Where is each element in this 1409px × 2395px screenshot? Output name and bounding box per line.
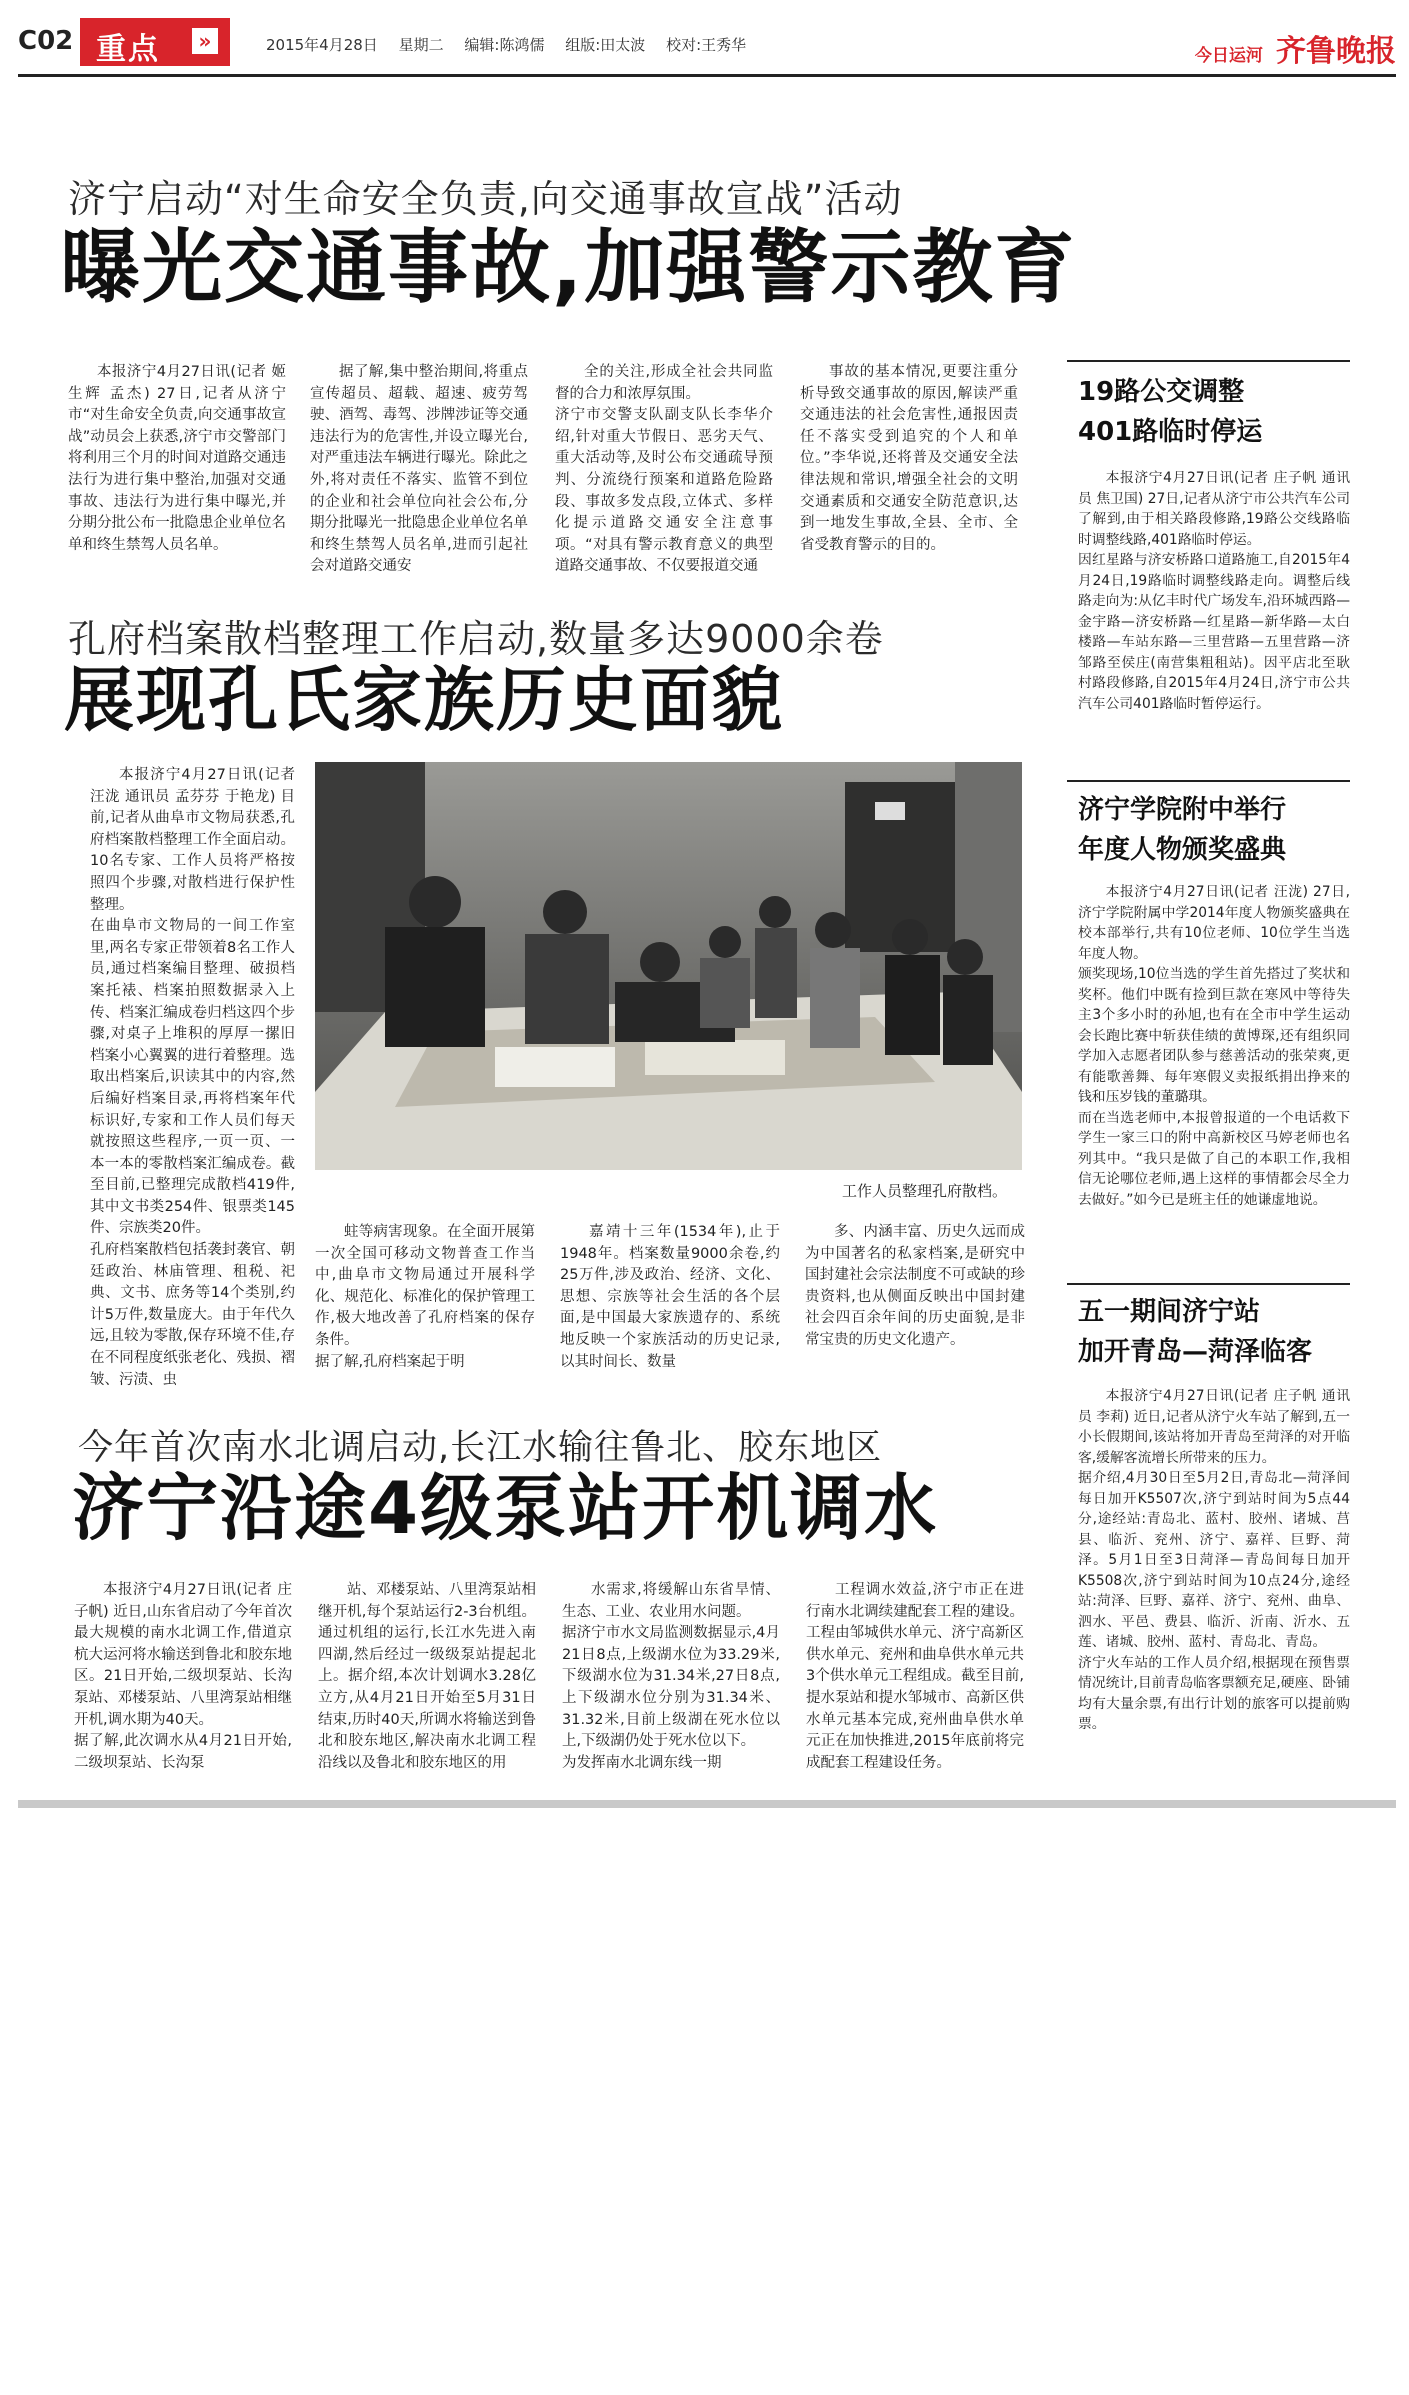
story1-col3-text: 全的关注,形成全社会共同监督的合力和浓厚氛围。 济宁市交警支队副支队长李华介绍,针对重大节假日、恶劣天气、重大活动等,及时公布交通疏导预判、分流绕行预案和道路危险路段、事故多发点段,立体式、多样化提示道路交通安全注意事项。“对具有警示教育意义的典型道路交通事故、不仅要报道交通 xyxy=(555,364,773,575)
story1-col2-text: 据了解,集中整治期间,将重点宣传超员、超载、超速、疲劳驾驶、酒驾、毒驾、涉牌涉证等交通违法行为的危害性,并设立曝光台,对严重违法车辆进行曝光。除此之外,将对责任不落实、监管不到位的企业和社会单位向社会公布,分期分批曝光一批隐患企业单位名单和终生禁驾人员名单,进而引起社会对道路交通安 xyxy=(310,364,528,575)
archive-workroom-image xyxy=(315,762,1022,1170)
story2-col3-text: 嘉靖十三年(1534年),止于1948年。档案数量9000余卷,约25万件,涉及政治、经济、文化、思想、宗族等社会生活的各个层面,是中国最大家族遗存的、系统地反映一个家族活动的历史记录,以其时间长、数量 xyxy=(560,1224,780,1370)
story3-col2-text: 站、邓楼泵站、八里湾泵站相继开机,每个泵站运行2-3台机组。通过机组的运行,长江水先进入南四湖,然后经过一级级泵站提起北上。据介绍,本次计划调水3.28亿立方,从4月21日开始至5月31日结束,历时40天,所调水将输送到鲁北和胶东地区,解决南水北调工程沿线以及鲁北和胶东地区的用 xyxy=(318,1582,536,1771)
story2-column-3 xyxy=(560,1222,780,1394)
brand-subtitle: 今日运河 xyxy=(1194,46,1263,66)
sidebar3-body-text: 本报济宁4月27日讯(记者 庄子帆 通讯员 李莉) 近日,记者从济宁火车站了解到,五一小长假期间,该站将加开青岛至菏泽的对开临客,缓解客流增长所带来的压力。 据介绍,4月30日至5月2日,青岛北—菏泽间每日加开K5507次,济宁到站时间为5点44分,途经站:青岛北、蓝村、胶州、诸城、莒县、临沂、兖州、济宁、嘉祥、巨野、菏泽。5月1日至3日菏泽—青岛间每日加开K5508次,济宁到站时间为10点24分,途经站:菏泽、巨野、嘉祥、济宁、兖州、曲阜、泗水、平邑、费县、临沂、沂南、沂水、五莲、诸城、胶州、蓝村、青岛北、青岛。 济宁火车站的工作人员介绍,根据现在预售票情况统计,目前青岛临客票额充足,硬座、卧铺均有大量余票,有出行计划的旅客可以提前购票。 xyxy=(1078,1388,1350,1732)
page-number: C02 xyxy=(18,26,74,56)
sidebar1-rule xyxy=(1067,360,1350,362)
story3-col4-text: 工程调水效益,济宁市正在进行南水北调续建配套工程的建设。工程由邹城供水单元、济宁高新区供水单元、兖州和曲阜供水单元共3个供水单元工程组成。截至目前,提水泵站和提水邹城市、高新区供水单元基本完成,兖州曲阜供水单元正在加快推进,2015年底前将完成配套工程建设任务。 xyxy=(806,1582,1024,1771)
section-name: 重点 xyxy=(96,32,160,67)
newspaper-logo: 齐鲁晚报 xyxy=(1276,34,1396,69)
story3-column-2 xyxy=(318,1580,536,1785)
issue-weekday: 星期二 xyxy=(398,36,444,54)
issue-editor: 编辑:陈鸿儒 xyxy=(464,36,545,54)
story3-kicker: 今年首次南水北调启动,长江水输往鲁北、胶东地区 xyxy=(78,1428,883,1468)
sidebar1-headline-line2: 401路临时停运 xyxy=(1078,417,1263,447)
story2-col4-text: 多、内涵丰富、历史久远而成为中国著名的私家档案,是研究中国封建社会宗法制度不可或缺的珍贵资料,也从侧面反映出中国封建社会四百余年间的历史面貌,是非常宝贵的历史文化遗产。 xyxy=(805,1224,1025,1348)
masthead-rule xyxy=(18,74,1396,77)
section-label xyxy=(80,18,230,66)
story2-column-2 xyxy=(315,1222,535,1394)
story2-headline: 展现孔氏家族历史面貌 xyxy=(64,659,784,741)
issue-proof: 校对:王秀华 xyxy=(666,36,747,54)
story1-col1-text: 本报济宁4月27日讯(记者 姬生辉 孟杰) 27日,记者从济宁市“对生命安全负责,向交通事故宣战”动员会上获悉,济宁市交警部门将利用三个月的时间对道路交通违法行为进行集中整治,加强对交通事故、违法行为进行集中曝光,并分期分批公布一批隐患企业单位名单和终生禁驾人员名单。 xyxy=(68,364,286,553)
story3-col3-text: 水需求,将缓解山东省旱情、生态、工业、农业用水问题。 据济宁市水文局监测数据显示,4月21日8点,上级湖水位为33.29米,下级湖水位为31.34米,27日8点,上下级湖水位分别为31.34米、31.32米,目前上级湖在死水位以上,下级湖仍处于死水位以下。 为发挥南水北调东线一期 xyxy=(562,1582,780,1771)
sidebar3-headline-line2: 加开青岛—菏泽临客 xyxy=(1078,1337,1313,1367)
story3-column-4 xyxy=(806,1580,1024,1785)
sidebar2-headline xyxy=(1078,790,1348,870)
story2-kicker: 孔府档案散档整理工作启动,数量多达9000余卷 xyxy=(68,617,884,661)
sidebar2-body xyxy=(1078,882,1350,1302)
story3-column-1 xyxy=(74,1580,292,1785)
photo-caption: 工作人员整理孔府散档。 xyxy=(842,1182,1008,1200)
story1-column-3 xyxy=(555,362,773,594)
issue-layout: 组版:田太波 xyxy=(565,36,646,54)
issue-date: 2015年4月28日 xyxy=(266,36,378,54)
sidebar3-rule xyxy=(1067,1283,1350,1285)
story2-column-4 xyxy=(805,1222,1025,1394)
story1-headline: 曝光交通事故,加强警示教育 xyxy=(60,221,1077,314)
sidebar2-rule xyxy=(1067,780,1350,782)
story3-headline: 济宁沿途4级泵站开机调水 xyxy=(72,1466,939,1550)
sidebar1-body-text: 本报济宁4月27日讯(记者 庄子帆 通讯员 焦卫国) 27日,记者从济宁市公共汽车公司了解到,由于相关路段修路,19路公交线路临时调整线路,401路临时停运。 因红星路与济安桥路口道路施工,自2015年4月24日,19路临时调整线路走向。调整后线路走向为:从亿丰时代广场发车,沿环城西路—金宇路—济安桥路—红星路—新华路—太白楼路—车站东路—三里营路—五里营路—济邹路至侯庄(南营集粗租站)。因平店北至耿村路段修路,自2015年4月24日,济宁市公共汽车公司401路临时暂停运行。 xyxy=(1078,470,1350,712)
sidebar1-headline xyxy=(1078,372,1348,452)
story3-column-3 xyxy=(562,1580,780,1785)
page-bottom-rule xyxy=(18,1800,1396,1808)
issue-info xyxy=(266,34,762,55)
double-chevron-icon: » xyxy=(192,28,218,54)
story1-column-1 xyxy=(68,362,286,594)
sidebar3-body xyxy=(1078,1386,1350,1794)
sidebar2-headline-line1: 济宁学院附中举行 xyxy=(1078,795,1287,825)
sidebar3-headline-line1: 五一期间济宁站 xyxy=(1078,1297,1261,1327)
sidebar2-headline-line2: 年度人物颁奖盛典 xyxy=(1078,835,1287,865)
story1-column-4 xyxy=(800,362,1018,594)
story1-col4-text: 事故的基本情况,更要注重分析导致交通事故的原因,解读严重交通违法的社会危害性,通报因责任不落实受到追究的个人和单位。”李华说,还将普及交通安全法律法规和常识,增强全社会的文明交通素质和交通安全防范意识,达到一地发生事故,全县、全市、全省受教育警示的目的。 xyxy=(800,364,1018,553)
story2-col2-text: 蛀等病害现象。在全面开展第一次全国可移动文物普查工作当中,曲阜市文物局通过开展科学化、规范化、标准化的保护管理工作,极大地改善了孔府档案的保存条件。 据了解,孔府档案起于明 xyxy=(315,1224,535,1370)
archive-photo xyxy=(315,762,1022,1170)
story1-kicker: 济宁启动“对生命安全负责,向交通事故宣战”活动 xyxy=(68,177,903,221)
sidebar2-body-text: 本报济宁4月27日讯(记者 汪泷) 27日,济宁学院附属中学2014年度人物颁奖盛典在校本部举行,共有10位老师、10位学生当选年度人物。 颁奖现场,10位当选的学生首先搭过了奖状和奖杯。他们中既有捡到巨款在寒风中等待失主3个多小时的孙旭,也有在全市中学生运动会长跑比赛中斩获佳绩的黄博琛,还有组织同学加入志愿者团队参与慈善活动的张荣爽,更有能歌善舞、每年寒假义卖报纸捐出挣来的钱和压岁钱的董璐琪。 而在当选老师中,本报曾报道的一个电话救下学生一家三口的附中高新校区马婷老师也名列其中。“我只是做了自己的本职工作,我相信无论哪位老师,遇上这样的事情都会尽全力去做好。”如今已是班主任的她谦虚地说。 xyxy=(1078,884,1350,1208)
sidebar1-body xyxy=(1078,468,1350,768)
newspaper-brand xyxy=(1195,26,1396,70)
sidebar1-headline-line1: 19路公交调整 xyxy=(1078,377,1245,407)
story2-column-1 xyxy=(90,765,295,1393)
masthead xyxy=(18,14,1396,70)
story2-col1-text: 本报济宁4月27日讯(记者 汪泷 通讯员 孟芬芬 于艳龙) 目前,记者从曲阜市文物局获悉,孔府档案散档整理工作全面启动。10名专家、工作人员将严格按照四个步骤,对散档进行保护性整理。 在曲阜市文物局的一间工作室里,两名专家正带领着8名工作人员,通过档案编目整理、破损档案托裱、档案拍照数据录入上传、档案汇编成卷归档这四个步骤,对桌子上堆积的厚厚一摞旧档案小心翼翼的进行着整理。选取出档案后,识读其中的内容,然后编好档案目录,再将档案年代标识好,专家和工作人员们每天就按照这些程序,一页一页、一本一本的零散档案汇编成卷。截至目前,已整理完成散档419件,其中文书类254件、银票类145件、宗族类20件。 孔府档案散档包括袭封袭官、朝廷政治、林庙管理、租税、祀典、文书、庶务等14个类别,约计5万件,数量庞大。由于年代久远,且较为零散,保存环境不佳,存在不同程度纸张老化、残损、褶皱、污渍、虫 xyxy=(90,767,295,1388)
sidebar3-headline xyxy=(1078,1292,1348,1372)
story3-col1-text: 本报济宁4月27日讯(记者 庄子帆) 近日,山东省启动了今年首次最大规模的南水北调工作,借道京杭大运河将水输送到鲁北和胶东地区。21日开始,二级坝泵站、长沟泵站、邓楼泵站、八里湾泵站相继开机,调水期为40天。 据了解,此次调水从4月21日开始,二级坝泵站、长沟泵 xyxy=(74,1582,292,1771)
story1-column-2 xyxy=(310,362,528,594)
